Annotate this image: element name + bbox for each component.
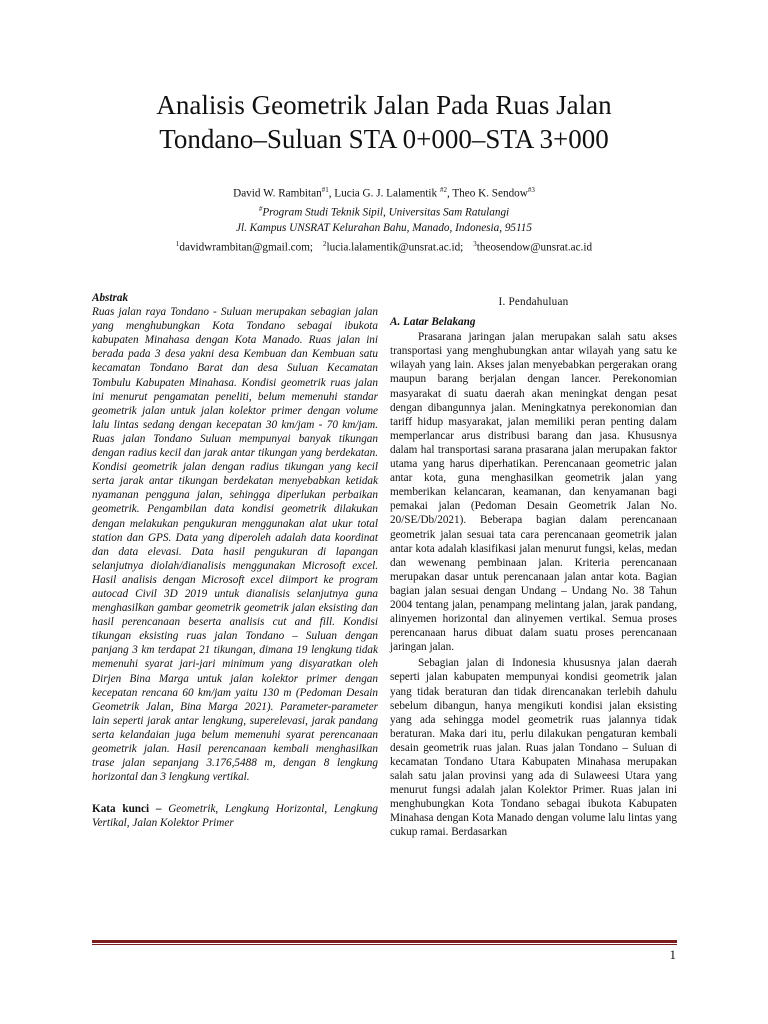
author-block — [40, 183, 728, 256]
author-3-sup: #3 — [527, 186, 535, 194]
affiliation-text: Program Studi Teknik Sipil, Universitas Sam Ratulangi — [262, 206, 510, 219]
email-1-text: davidwrambitan@gmail.com; — [179, 241, 314, 254]
keywords — [92, 802, 378, 830]
email-2-text: lucia.lalamentik@unsrat.ac.id; — [326, 241, 464, 254]
email-1-sup: 1 — [175, 239, 180, 248]
affiliation — [40, 202, 728, 221]
left-column — [92, 291, 378, 830]
author-3: Theo K. Sendow — [452, 187, 528, 200]
keywords-text: Geometrik, Lengkung Horizontal, Lengkung Vertikal, Jalan Kolektor Primer — [92, 803, 378, 830]
author-1: David W. Rambitan — [233, 187, 322, 200]
author-2: Lucia G. J. Lalamentik — [334, 187, 438, 200]
footer-rule-thick — [92, 940, 677, 943]
address: Jl. Kampus UNSRAT Kelurahan Bahu, Manado, Indonesia, 95115 — [236, 222, 532, 235]
subsection-heading: A. Latar Belakang — [390, 316, 476, 329]
author-2-sup: #2 — [439, 186, 447, 194]
email-2-sup: 2 — [323, 239, 327, 248]
email-1 — [176, 237, 313, 256]
footer-rule-thin — [92, 944, 677, 945]
email-2 — [323, 237, 463, 256]
title-line-2: Tondano–Suluan STA 0+000–STA 3+000 — [159, 124, 609, 154]
keywords-label: Kata kunci – — [92, 803, 162, 816]
paper-title — [60, 88, 708, 156]
paragraph-1: Prasarana jaringan jalan merupakan salah satu akses transportasi yang menghubungkan antar wilayah yang satu ke wilayah yang lain. Akses jalan menyebabkan pergerakan orang maupun barang berjalan dengan lancer. Perekonomian masyarakat di suatu daerah akan meningkat dengan pesat dengan dibangunnya jalan. Meningkatnya perekonomian dan tariff hidup masyarakat, jalan memiliki peran penting dalam memperlancar arus distribusi barang dan jasa. Khususnya dalam hal transportasi sarana prasarana jalan merupakan faktor utama yang harus diperhatikan. Perencanaan geometric jalan antar kota, guna menghasilkan geometrik jalan yang memberikan kelancaran, keamanan, dan kenyamanan bagi pemakai jalan (Pedoman Desain Geometrik Jalan No. 20/SE/Db/2021). Beberapa bagian dalam perencanaan geometrik jalan sesuai tata cara perencanaan geometrik jalan antar kota adalah klasifikasi jalan menurut fungsi, kelas, medan dan wewenang pembinaan jalan. Kriteria perencanaan merupakan dasar untuk perencanaan jalan antar kota. Bagian bagian jalan sesuai dengan Undang – Undang No. 38 Tahun 2004 tentang jalan, penampang melintang jalan, jarak pandang, alinyemen horizontal dan alinyemen vertikal. Semua proses perencanaan harus dibuat dalam suatu proses perencanaan jaringan jalan. — [390, 331, 677, 654]
email-3 — [473, 237, 592, 256]
email-3-sup: 3 — [473, 239, 477, 248]
title-line-1: Analisis Geometrik Jalan Pada Ruas Jalan — [156, 90, 612, 120]
affiliation-sup: # — [258, 205, 263, 214]
footer-rule — [92, 940, 677, 946]
paragraph-2: Sebagian jalan di Indonesia khususnya jalan daerah seperti jalan kabupaten mempunyai kondisi geometrik jalan yang tidak beraturan dan tidak direncanakan terlebih dahulu sebelum dibangun, hanya mengikuti kondisi jalan eksisting yang ada sehingga model geometrik ruas jalannya tidak beraturan. Maka dari itu, perlu dilakukan pengaturan kembali desain geometrik ruas jalan. Ruas jalan Tondano – Suluan di kecamatan Tondano Utara Kabupaten Minahasa merupakan salah satu jalan provinsi yang ada di Sulaweesi Utara yang menurut fungsi adalah jalan Kolektor Primer. Ruas jalan ini menghubungkan Kota Tondano sebagai ibukota Kabupaten Minahasa dengan Kota Manado dengan volume lalu lintas yang cukup ramai. Berdasarkan — [390, 657, 677, 839]
abstract-text: Ruas jalan raya Tondano - Suluan merupakan sebagian jalan yang menghubungkan Kota Tondano sebagai ibukota kabupaten Minahasa dengan Kota Manado. Ruas jalan ini berada pada 3 desa yakni desa Kembuan dan Kembuan satu kecamatan Tondano Barat dan desa Suluan Kecamatan Tombulu Kabupaten Minahasa. Kondisi geometrik ruas jalan ini menurut pengamatan peneliti, belum memenuhi standar geometrik jalan untuk jalan kolektor primer dengan volume lalu lintas sedang dengan kecepatan 30 km/jam - 70 km/jam. Ruas jalan Tondano Suluan mempunyai banyak tikungan dengan radius kecil dan jarak antar tikungan yang berdekatan. Kondisi geometrik jalan dengan radius tikungan yang kecil serta jarak antar tikungan berdekatan menyebabkan ketidak nyamanan pengguna jalan, sehingga diperlukan perbaikan geometrik. Pengambilan data kondisi geometrik dilakukan dengan melakukan pengukuran menggunakan alat ukur total station dan GPS. Data yang diperoleh adalah data koordinat dan data elevasi. Data hasil pengukuran di lapangan selanjutnya diolah/dianalisis menggunakan Microsoft excel. Hasil analisis dengan Microsoft excel diimport ke program autocad Civil 3D 2019 untuk dianalisis selanjutnya guna menghasilkan gambar geometrik geometrik jalan eksisting dan hasil perencanaan beserta analisis cut and fill. Kondisi tikungan eksisting ruas jalan Tondano – Suluan dengan panjang 3 km terdapat 21 tikungan, dimana 19 lengkung tidak memenuhi syarat jari-jari minimum yang disyaratkan oleh Dirjen Bina Marga untuk jalan kolektor primer dengan kecepatan rencana 60 km/jam yaitu 130 m (Pedoman Desain Geometrik Jalan, Bina Marga 2021). Parameter-parameter lain seperti jarak antar lengkung, superelevasi, jarak pandang serta kelandaian juga belum memenuhi syarat perencanaan geometrik jalan. Hasil perencanaan kembali menghasilkan trase jalan sepanjang 3.176,5488 m, dengan 8 lengkung horizontal dan 3 lengkung vertikal. — [92, 306, 378, 784]
email-line — [40, 237, 728, 256]
abstract-heading: Abstrak — [92, 292, 129, 304]
author-names: David W. Rambitan$^{\#1}$, Lucia G. J. Lalamentik $^{\#2}$, Theo K. Sendow$^{\#3}$ — [233, 186, 535, 200]
author-1-sup: #1 — [321, 186, 329, 194]
email-3-text: theosendow@unsrat.ac.id — [476, 241, 593, 254]
right-column — [390, 291, 677, 840]
section-heading: I. Pendahuluan — [498, 296, 569, 308]
page-number: 1 — [669, 947, 676, 962]
